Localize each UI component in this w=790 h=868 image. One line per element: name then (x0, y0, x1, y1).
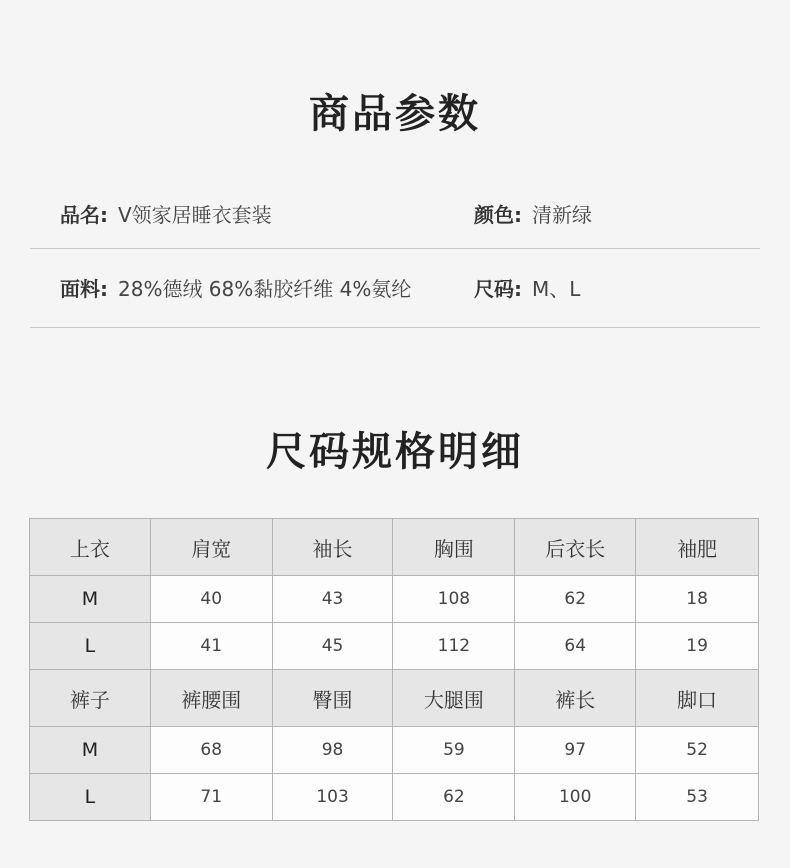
table-cell: 45 (272, 623, 393, 670)
table-cell: 59 (393, 727, 515, 774)
size-cell: L (30, 623, 151, 670)
param-label: 颜色: (474, 202, 522, 227)
product-params-title: 商品参数 (309, 90, 481, 137)
table-cell: 112 (393, 623, 515, 670)
table-cell: 41 (150, 623, 272, 670)
param-row-1 (30, 178, 760, 249)
size-cell: M (30, 727, 151, 774)
table-row (30, 623, 759, 670)
table-cell: 53 (636, 774, 759, 821)
table-cell: 103 (272, 774, 393, 821)
table-header-cell: 胸围 (393, 519, 515, 576)
param-row-2 (30, 248, 760, 328)
table-row (30, 576, 759, 623)
pants-header-row (30, 670, 759, 727)
table-header-cell: 脚口 (636, 670, 759, 727)
table-header-cell: 裤腰围 (150, 670, 272, 727)
size-cell: M (30, 576, 151, 623)
table-row (30, 774, 759, 821)
param-fabric (60, 248, 411, 327)
table-cell: 19 (636, 623, 759, 670)
table-cell: 43 (272, 576, 393, 623)
table-header-cell: 袖长 (272, 519, 393, 576)
table-header-cell: 裤子 (30, 670, 151, 727)
table-header-cell: 裤长 (515, 670, 636, 727)
table-cell: 100 (515, 774, 636, 821)
param-value: M、L (532, 277, 581, 301)
table-cell: 18 (636, 576, 759, 623)
table-header-cell: 袖肥 (636, 519, 759, 576)
top-header-row (30, 519, 759, 576)
table-cell: 40 (150, 576, 272, 623)
param-label: 尺码: (474, 277, 522, 301)
table-header-cell: 后衣长 (515, 519, 636, 576)
size-chart-table (29, 518, 759, 821)
param-color (474, 178, 592, 248)
param-size (474, 248, 580, 327)
table-cell: 98 (272, 727, 393, 774)
table-cell: 97 (515, 727, 636, 774)
table-cell: 62 (515, 576, 636, 623)
param-value: V领家居睡衣套装 (118, 202, 272, 227)
table-cell: 71 (150, 774, 272, 821)
param-value: 清新绿 (532, 202, 592, 227)
param-label: 品名: (60, 202, 108, 227)
size-chart-title: 尺码规格明细 (266, 428, 524, 475)
table-row (30, 727, 759, 774)
table-header-cell: 肩宽 (150, 519, 272, 576)
table-header-cell: 大腿围 (393, 670, 515, 727)
param-value: 28%德绒 68%黏胶纤维 4%氨纶 (118, 277, 412, 301)
table-cell: 68 (150, 727, 272, 774)
size-cell: L (30, 774, 151, 821)
table-cell: 52 (636, 727, 759, 774)
table-cell: 64 (515, 623, 636, 670)
table-cell: 108 (393, 576, 515, 623)
table-header-cell: 上衣 (30, 519, 151, 576)
table-cell: 62 (393, 774, 515, 821)
param-label: 面料: (60, 277, 108, 301)
param-product-name (60, 178, 272, 248)
table-header-cell: 臀围 (272, 670, 393, 727)
